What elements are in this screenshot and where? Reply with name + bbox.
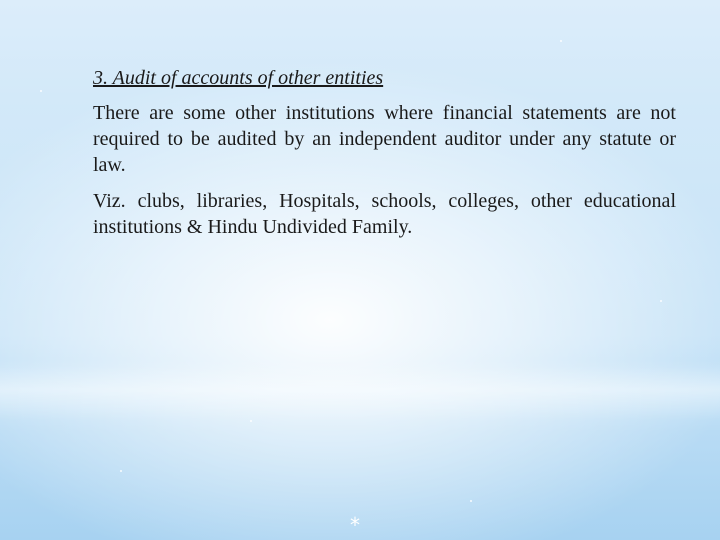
sparkle-dot	[40, 90, 42, 92]
slide-content	[93, 64, 676, 250]
slide-paragraph-2: Viz. clubs, libraries, Hospitals, schools, colleges, other educational institutions & Hindu Undivided Family.	[93, 190, 676, 238]
sparkle-dot	[560, 40, 562, 42]
slide-paragraph-1: There are some other institutions where financial statements are not required to be audited by an independent auditor under any statute or law.	[93, 102, 676, 176]
sparkle-dot	[120, 470, 122, 472]
background-haze	[0, 360, 720, 420]
sparkle-dot	[660, 300, 662, 302]
sparkle-dot	[470, 500, 472, 502]
slide-heading: 3. Audit of accounts of other entities	[93, 67, 384, 89]
sparkle-dot	[250, 420, 252, 422]
footer-star-icon: *	[350, 513, 360, 537]
